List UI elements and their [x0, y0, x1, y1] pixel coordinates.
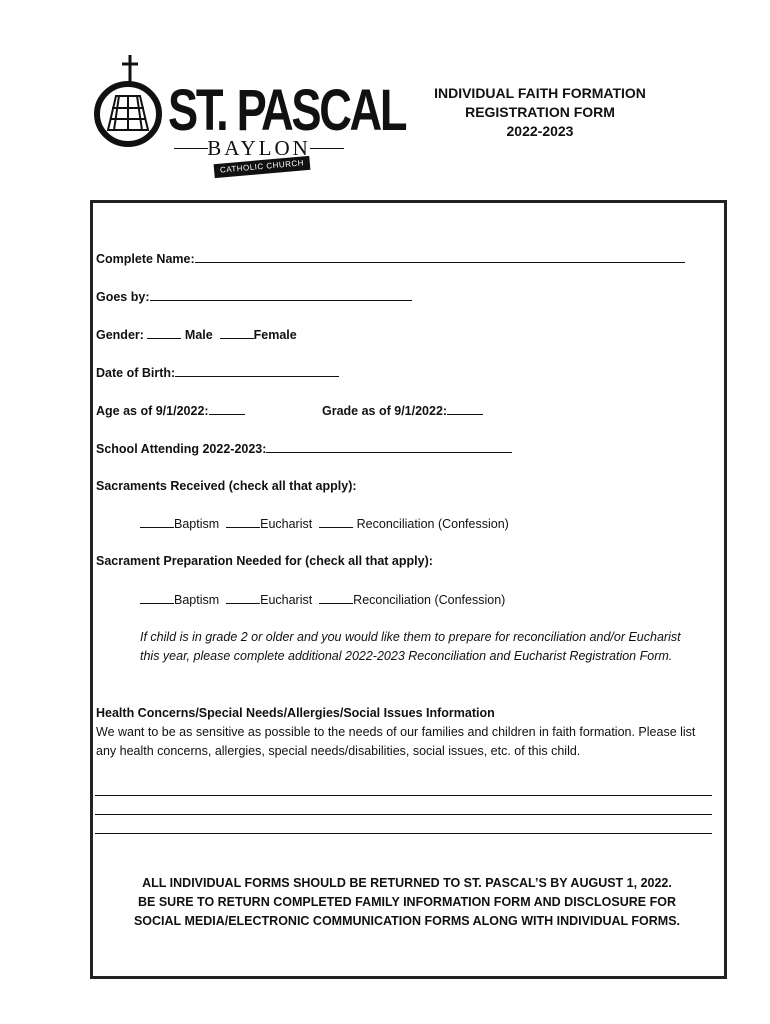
footer-line-3: SOCIAL MEDIA/ELECTRONIC COMMUNICATION FORMS ALONG WITH INDIVIDUAL FORMS. — [133, 914, 681, 928]
health-answer-line-3[interactable] — [95, 833, 712, 834]
logo-ribbon: CATHOLIC CHURCH — [214, 156, 311, 178]
goes-by-row — [96, 288, 412, 305]
prep-eucharist-blank[interactable] — [226, 591, 260, 604]
parish-logo — [92, 52, 406, 182]
complete-name-field[interactable] — [195, 250, 685, 263]
goes-by-field[interactable] — [150, 288, 412, 301]
complete-name-row — [96, 250, 685, 267]
dob-field[interactable] — [175, 364, 339, 377]
gender-male-blank[interactable] — [147, 326, 181, 339]
footer-line-2: BE SURE TO RETURN COMPLETED FAMILY INFORMATION FORM AND DISCLOSURE FOR — [138, 895, 676, 909]
received-reconciliation-blank[interactable] — [319, 515, 353, 528]
title-line-3: 2022-2023 — [506, 123, 574, 139]
received-eucharist-blank[interactable] — [226, 515, 260, 528]
title-line-2: REGISTRATION FORM — [465, 104, 615, 120]
school-field[interactable] — [266, 440, 512, 453]
prep-reconciliation-blank[interactable] — [319, 591, 353, 604]
gender-female-label: Female — [253, 328, 297, 342]
prep-needed-heading: Sacrament Preparation Needed for (check all that apply): — [96, 554, 433, 568]
age-label: Age as of 9/1/2022: — [96, 404, 209, 418]
received-baptism-blank[interactable] — [140, 515, 174, 528]
sacraments-received-heading: Sacraments Received (check all that apply): — [96, 479, 357, 493]
school-label: School Attending 2022-2023: — [96, 442, 267, 456]
health-text: We want to be as sensitive as possible to the needs of our families and children in faith formation. Please list any health concerns, allergies, special needs/disabilities, social issues, etc. of this child. — [96, 725, 696, 758]
gender-label: Gender: — [96, 328, 144, 342]
goes-by-label: Goes by: — [96, 290, 150, 304]
church-window-cross-icon — [92, 52, 172, 182]
health-heading: Health Concerns/Special Needs/Allergies/Social Issues Information — [96, 706, 495, 720]
logo-name: ST. PASCAL — [168, 78, 406, 143]
received-baptism-label: Baptism — [174, 517, 220, 531]
gender-row — [96, 326, 297, 343]
grade-label: Grade as of 9/1/2022: — [322, 404, 448, 418]
complete-name-label: Complete Name: — [96, 252, 195, 266]
form-title — [405, 84, 675, 141]
sacraments-received-options — [140, 515, 509, 532]
dob-row — [96, 364, 339, 381]
age-field[interactable] — [209, 402, 245, 415]
received-eucharist-label: Eucharist — [260, 517, 313, 531]
form-frame — [90, 200, 727, 979]
gender-male-label: Male — [184, 328, 213, 342]
received-reconciliation-label: Reconciliation (Confession) — [356, 517, 509, 531]
health-answer-line-2[interactable] — [95, 814, 712, 815]
prep-baptism-blank[interactable] — [140, 591, 174, 604]
gender-female-blank[interactable] — [220, 326, 254, 339]
dob-label: Date of Birth: — [96, 366, 176, 380]
logo-subname: BAYLON — [174, 138, 344, 159]
school-row — [96, 440, 512, 457]
prep-needed-options — [140, 591, 505, 608]
age-row — [96, 402, 245, 419]
title-line-1: INDIVIDUAL FAITH FORMATION — [434, 85, 646, 101]
prep-eucharist-label: Eucharist — [260, 593, 313, 607]
prep-reconciliation-label: Reconciliation (Confession) — [353, 593, 506, 607]
health-answer-line-1[interactable] — [95, 795, 712, 796]
grade-row — [322, 402, 483, 419]
prep-note: If child is in grade 2 or older and you would like them to prepare for reconciliation and/or Eucharist this year, please complete additional 2022-2023 Reconciliation and Eucharist Registration Form. — [140, 630, 681, 663]
prep-baptism-label: Baptism — [174, 593, 220, 607]
grade-field[interactable] — [447, 402, 483, 415]
footer-line-1: ALL INDIVIDUAL FORMS SHOULD BE RETURNED TO ST. PASCAL’S BY AUGUST 1, 2022. — [142, 876, 672, 890]
return-instructions — [100, 874, 714, 931]
